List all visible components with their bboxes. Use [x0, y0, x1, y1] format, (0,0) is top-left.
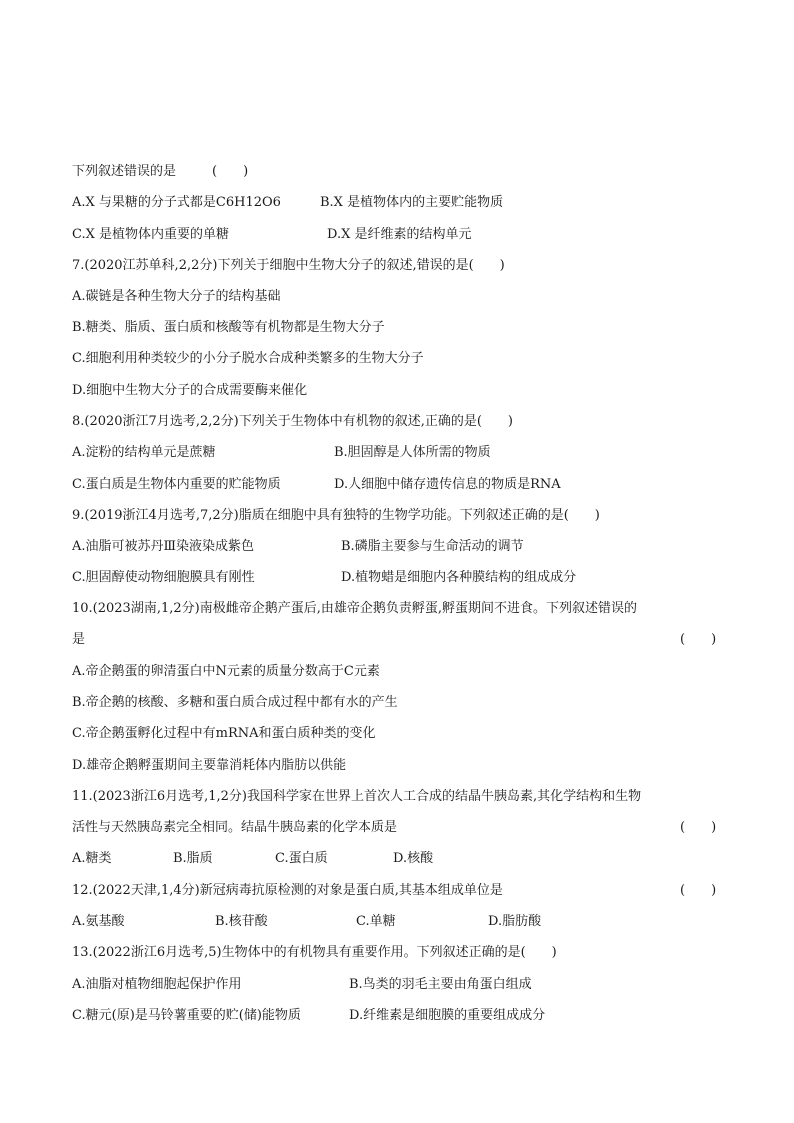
question-10-option-d: D.雄帝企鹅孵蛋期间主要靠消耗体内脂肪以供能: [72, 758, 347, 773]
question-8-option-d: D.人细胞中储存遗传信息的物质是RNA: [334, 477, 561, 492]
question-13-stem: 13.(2022浙江6月选考,5)生物体中的有机物具有重要作用。下列叙述正确的是( ): [72, 945, 557, 960]
answer-paren: ( ): [680, 883, 717, 898]
question-11-option-b: B.脂质: [173, 851, 213, 866]
question-12-stem: 12.(2022天津,1,4分)新冠病毒抗原检测的对象是蛋白质,其基本组成单位是: [72, 883, 503, 898]
answer-paren: ( ): [212, 164, 249, 179]
question-9-option-b: B.磷脂主要参与生命活动的调节: [341, 539, 524, 554]
question-7-option-a: A.碳链是各种生物大分子的结构基础: [72, 289, 281, 304]
question-13-option-a: A.油脂对植物细胞起保护作用: [72, 977, 242, 992]
option-b: B.X 是植物体内的主要贮能物质: [320, 195, 504, 210]
question-9-stem: 9.(2019浙江4月选考,7,2分)脂质在细胞中具有独特的生物学功能。下列叙述正确的是( ): [72, 508, 600, 523]
question-11-stem-cont: 活性与天然胰岛素完全相同。结晶牛胰岛素的化学本质是: [72, 820, 398, 835]
question-11-option-a: A.糖类: [72, 851, 112, 866]
answer-paren: ( ): [680, 820, 717, 835]
question-8-option-a: A.淀粉的结构单元是蔗糖: [72, 445, 216, 460]
question-8-option-c: C.蛋白质是生物体内重要的贮能物质: [72, 477, 281, 492]
answer-paren: ( ): [680, 632, 717, 647]
question-11-option-d: D.核酸: [393, 851, 434, 866]
question-7-option-c: C.细胞利用种类较少的小分子脱水合成种类繁多的生物大分子: [72, 351, 424, 366]
question-11-stem: 11.(2023浙江6月选考,1,2分)我国科学家在世界上首次人工合成的结晶牛胰岛素,其化学结构和生物: [72, 789, 642, 804]
option-c: C.X 是植物体内重要的单糖: [72, 227, 230, 242]
question-10-stem-cont: 是: [72, 632, 86, 647]
question-13-option-b: B.鸟类的羽毛主要由角蛋白组成: [349, 977, 532, 992]
question-7-option-d: D.细胞中生物大分子的合成需要酶来催化: [72, 383, 308, 398]
question-11-option-c: C.蛋白质: [275, 851, 328, 866]
question-10-stem: 10.(2023湖南,1,2分)南极雌帝企鹅产蛋后,由雄帝企鹅负责孵蛋,孵蛋期间不进食。下列叙述错误的: [72, 601, 637, 616]
option-d: D.X 是纤维素的结构单元: [327, 227, 472, 242]
question-13-option-c: C.糖元(原)是马铃薯重要的贮(储)能物质: [72, 1008, 301, 1023]
question-10-option-c: C.帝企鹅蛋孵化过程中有mRNA和蛋白质种类的变化: [72, 726, 376, 741]
question-9-option-a: A.油脂可被苏丹Ⅲ染液染成紫色: [72, 539, 255, 554]
question-12-option-b: B.核苷酸: [215, 914, 268, 929]
question-8-option-b: B.胆固醇是人体所需的物质: [334, 445, 491, 460]
question-10-option-b: B.帝企鹅的核酸、多糖和蛋白质合成过程中都有水的产生: [72, 695, 398, 710]
option-a: A.X 与果糖的分子式都是C6H12O6: [72, 195, 281, 210]
question-12-option-d: D.脂肪酸: [488, 914, 542, 929]
question-stem: 下列叙述错误的是: [72, 164, 177, 179]
question-8-stem: 8.(2020浙江7月选考,2,2分)下列关于生物体中有机物的叙述,正确的是( ): [72, 414, 513, 429]
question-9-option-c: C.胆固醇使动物细胞膜具有刚性: [72, 570, 255, 585]
question-12-option-c: C.单糖: [356, 914, 396, 929]
question-10-option-a: A.帝企鹅蛋的卵清蛋白中N元素的质量分数高于C元素: [72, 664, 380, 679]
question-13-option-d: D.纤维素是细胞膜的重要组成成分: [349, 1008, 546, 1023]
question-7-option-b: B.糖类、脂质、蛋白质和核酸等有机物都是生物大分子: [72, 320, 385, 335]
question-9-option-d: D.植物蜡是细胞内各种膜结构的组成成分: [341, 570, 577, 585]
question-12-option-a: A.氨基酸: [72, 914, 125, 929]
question-7-stem: 7.(2020江苏单科,2,2分)下列关于细胞中生物大分子的叙述,错误的是( ): [72, 258, 505, 273]
